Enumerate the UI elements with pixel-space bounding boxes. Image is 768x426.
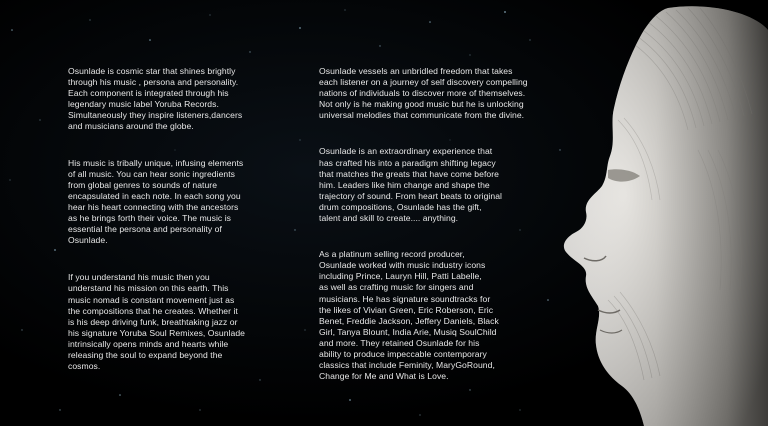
right-paragraph-2: Osunlade is an extraordinary experience that has crafted his into a paradigm shifting legacy that matches the greats that have come before him. Leaders like him change and shape the trajectory of sound. From heart beats to original drum compositions, Osunlade has the gift, talent and skill to create.... anything. xyxy=(319,146,503,224)
sculpture-head-image xyxy=(548,0,768,426)
left-text-column xyxy=(68,66,288,372)
right-text-column xyxy=(319,66,547,382)
left-paragraph-1: Osunlade is cosmic star that shines brightly through his music , persona and personality. Each component is integrated through his legendary music label Yoruba Records. Simultaneously they inspire listeners,dancers and musicians around the globe. xyxy=(68,66,243,132)
right-paragraph-1: Osunlade vessels an unbridled freedom that takes each listener on a journey of self discovery compelling nations of individuals to discover more of themselves. Not only is he making good music but he is unlocking universal melodies that communicate from the divine. xyxy=(319,66,528,121)
left-paragraph-2: His music is tribally unique, infusing elements of all music. You can hear sonic ingredients from global genres to sounds of nature encapsulated in each note. In each song you hear his heart connecting with the ancestors as he brings forth their voice. The music is essential the persona and personality of Osunlade. xyxy=(68,157,244,246)
right-paragraph-3: As a platinum selling record producer, Osunlade worked with music industry icons including Prince, Lauryn Hill, Patti Labelle, as well as crafting music for singers and musicians. He has signature soundtracks for the likes of Vivian Green, Eric Roberson, Eric Benet, Freddie Jackson, Jeffery Daniels, Black Girl, Tanya Blount, India Arie, Musiq SoulChild and more. They retained Osunlade for his ability to produce impeccable contemporary classics that include Feminity, MaryGoRound, Change for Me and What is Love. xyxy=(319,249,499,382)
left-paragraph-3: If you understand his music then you understand his mission on this earth. This music nomad is constant movement just as the compositions that he creates. Whether it is his deep driving funk, breathtaking jazz or his signature Yoruba Soul Remixes, Osunlade intrinsically opens minds and hearts while releasing the soul to expand beyond the cosmos. xyxy=(68,272,245,372)
